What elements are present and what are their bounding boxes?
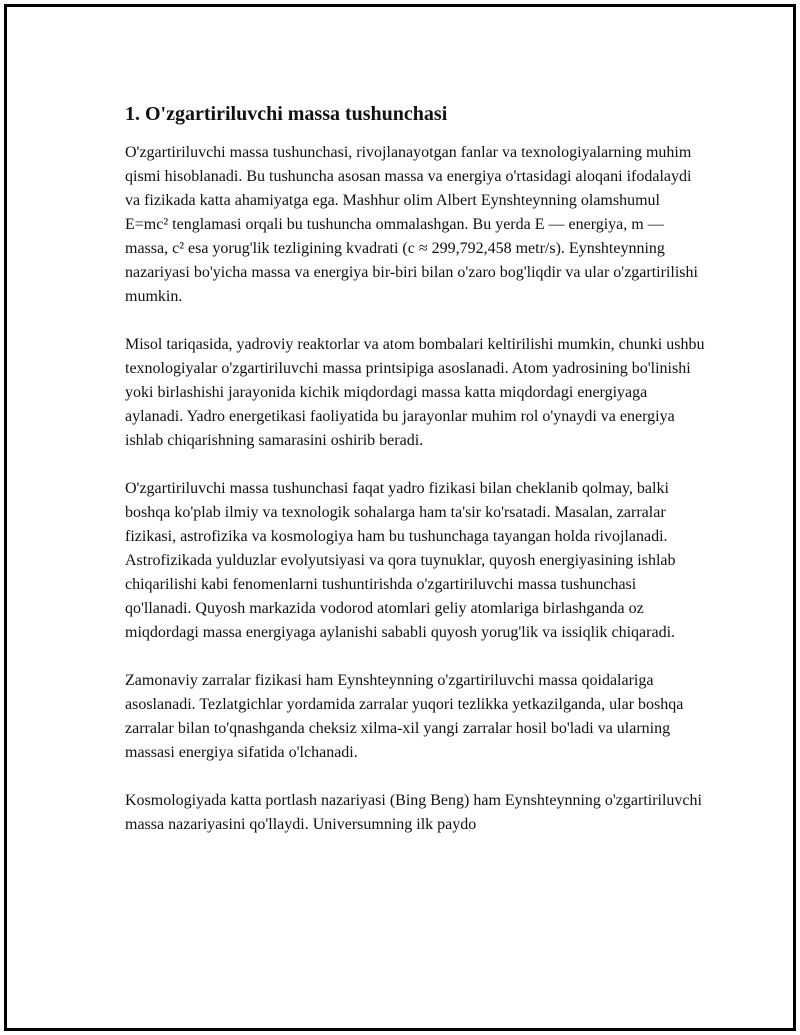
paragraph-3: O'zgartiriluvchi massa tushunchasi faqat yadro fizikasi bilan cheklanib qolmay, balki boshqa ko'plab ilmiy va texnologik sohalarga ham ta'sir ko'rsatadi. Masalan, zarralar fizikasi, astrofizika va kosmologiya ham bu tushunchaga tayangan holda rivojlanadi. Astrofizikada yulduzlar evolyutsiyasi va qora tuynuklar, quyosh energiyasining ishlab chiqarilishi kabi fenomenlarni tushuntirishda o'zgartiriluvchi massa tushunchasi qo'llanadi. Quyosh markazida vodorod atomlari geliy atomlariga birlashganda oz miqdordagi massa energiyaga aylanishi sababli quyosh yorug'lik va issiqlik chiqaradi.: [125, 480, 676, 641]
paragraph-4: Zamonaviy zarralar fizikasi ham Eynshteynning o'zgartiriluvchi massa qoidalariga asoslanadi. Tezlatgichlar yordamida zarralar yuqori tezlikka yetkazilganda, ular boshqa zarralar bilan to'qnashganda cheksiz xilma-xil yangi zarralar hosil bo'ladi va ularning massasi energiya sifatida o'lchanadi.: [125, 672, 684, 761]
document-body: [125, 101, 705, 861]
paragraph-2: Misol tariqasida, yadroviy reaktorlar va atom bombalari keltirilishi mumkin, chunki ushbu texnologiyalar o'zgartiriluvchi massa printsipiga asoslanadi. Atom yadrosining bo'linishi yoki birlashishi jarayonida kichik miqdordagi massa katta miqdordagi energiyaga aylanadi. Yadro energetikasi faoliyatida bu jarayonlar muhim rol o'ynaydi va energiya ishlab chiqarishning samarasini oshirib beradi.: [125, 336, 705, 449]
paragraph-5: Kosmologiyada katta portlash nazariyasi (Bing Beng) ham Eynshteynning o'zgartiriluvchi massa nazariyasini qo'llaydi. Universumning ilk paydo: [125, 792, 702, 833]
section-heading: 1. O'zgartiriluvchi massa tushunchasi: [125, 103, 448, 125]
document-page: [4, 4, 796, 1031]
paragraph-1: O'zgartiriluvchi massa tushunchasi, rivojlanayotgan fanlar va texnologiyalarning muhim qismi hisoblanadi. Bu tushuncha asosan massa va energiya o'rtasidagi aloqani ifodalaydi va fizikada katta ahamiyatga ega. Mashhur olim Albert Eynshteynning olamshumul E=mc² tenglamasi orqali bu tushuncha ommalashgan. Bu yerda E — energiya, m — massa, c² esa yorug'lik tezligining kvadrati (c ≈ 299,792,458 metr/s). Eynshteynning nazariyasi bo'yicha massa va energiya bir-biri bilan o'zaro bog'liqdir va ular o'zgartirilishi mumkin.: [125, 144, 698, 305]
